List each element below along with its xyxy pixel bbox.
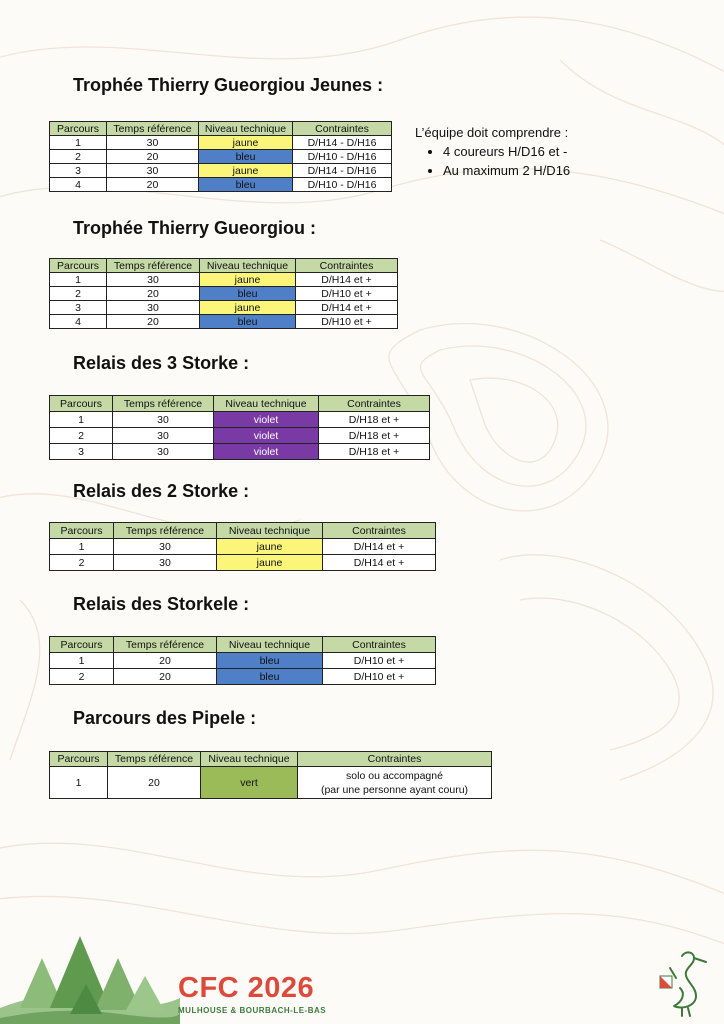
cell-contraintes: D/H18 et +	[319, 428, 430, 444]
cell-contraintes: D/H10 - D/H16	[293, 178, 392, 192]
relay-table	[49, 636, 436, 685]
col-header: Contraintes	[293, 122, 392, 136]
col-header: Parcours	[50, 396, 113, 412]
col-header: Parcours	[50, 523, 114, 539]
relay-table	[49, 121, 392, 192]
col-header: Niveau technique	[217, 523, 323, 539]
section-title: Relais des 3 Storke :	[73, 353, 250, 373]
col-header: Temps référence	[113, 396, 214, 412]
cell-contraintes: D/H14 - D/H16	[293, 136, 392, 150]
cell-parcours: 2	[50, 287, 107, 301]
cell-temps: 20	[107, 150, 199, 164]
col-header: Contraintes	[323, 637, 436, 653]
cell-parcours: 4	[50, 178, 107, 192]
cell-temps: 30	[107, 136, 199, 150]
cell-temps: 20	[107, 287, 200, 301]
cell-temps: 30	[113, 428, 214, 444]
cell-contraintes: D/H10 et +	[323, 669, 436, 685]
cell-contraintes: D/H18 et +	[319, 412, 430, 428]
col-header: Parcours	[50, 752, 108, 767]
table-row	[50, 301, 398, 315]
cell-parcours: 2	[50, 555, 114, 571]
cell-contraintes: D/H10 et +	[296, 287, 398, 301]
cell-niveau: bleu	[200, 287, 296, 301]
section-title: Parcours des Pipele :	[73, 708, 257, 728]
cell-temps: 20	[114, 669, 217, 685]
cell-contraintes: D/H14 - D/H16	[293, 164, 392, 178]
table-row	[50, 444, 430, 460]
table-row	[50, 767, 492, 799]
table-row	[50, 412, 430, 428]
table-row	[50, 273, 398, 287]
section-title: Relais des Storkele :	[73, 594, 250, 614]
forest-illustration	[0, 928, 180, 1024]
cell-parcours: 1	[50, 412, 113, 428]
col-header: Parcours	[50, 122, 107, 136]
col-header: Contraintes	[296, 259, 398, 273]
col-header: Niveau technique	[200, 259, 296, 273]
col-header: Parcours	[50, 637, 114, 653]
cell-temps: 30	[107, 273, 200, 287]
cell-temps: 20	[107, 178, 199, 192]
team-composition-note	[415, 125, 570, 182]
col-header: Niveau technique	[199, 122, 293, 136]
cell-niveau: jaune	[217, 555, 323, 571]
cell-niveau: jaune	[217, 539, 323, 555]
cell-contraintes: D/H10 et +	[296, 315, 398, 329]
cell-niveau: jaune	[199, 164, 293, 178]
cell-parcours: 4	[50, 315, 107, 329]
table-row	[50, 287, 398, 301]
cell-contraintes: D/H14 et +	[323, 555, 436, 571]
cell-niveau: bleu	[199, 150, 293, 164]
col-header: Temps référence	[114, 637, 217, 653]
cell-contraintes	[298, 767, 492, 799]
cell-niveau: jaune	[200, 301, 296, 315]
cell-temps: 20	[108, 767, 201, 799]
col-header: Niveau technique	[217, 637, 323, 653]
relay-table	[49, 258, 398, 329]
col-header: Niveau technique	[214, 396, 319, 412]
stork-icon	[652, 948, 714, 1018]
cell-temps: 30	[107, 164, 199, 178]
relay-table	[49, 395, 430, 460]
table-row	[50, 669, 436, 685]
team-note-item: • 4 coureurs H/D16 et -	[443, 144, 570, 159]
cell-temps: 30	[113, 412, 214, 428]
team-note-item: • Au maximum 2 H/D16	[443, 163, 570, 178]
cell-parcours: 1	[50, 539, 114, 555]
col-header: Temps référence	[108, 752, 201, 767]
table-row	[50, 315, 398, 329]
table-row	[50, 555, 436, 571]
orienteering-flag-icon	[660, 976, 672, 988]
col-header: Temps référence	[107, 122, 199, 136]
col-header: Temps référence	[114, 523, 217, 539]
cell-parcours: 1	[50, 136, 107, 150]
table-row	[50, 653, 436, 669]
cell-temps: 20	[114, 653, 217, 669]
cell-niveau: bleu	[199, 178, 293, 192]
cell-parcours: 2	[50, 669, 114, 685]
team-note-intro: L’équipe doit comprendre :	[415, 125, 569, 140]
cell-parcours: 2	[50, 428, 113, 444]
cell-niveau: violet	[214, 444, 319, 460]
table-row	[50, 136, 392, 150]
cell-niveau: bleu	[217, 669, 323, 685]
col-header: Parcours	[50, 259, 107, 273]
col-header: Contraintes	[298, 752, 492, 767]
cell-niveau: bleu	[200, 315, 296, 329]
cell-niveau: jaune	[200, 273, 296, 287]
table-row	[50, 150, 392, 164]
cell-parcours: 2	[50, 150, 107, 164]
cell-parcours: 1	[50, 767, 108, 799]
cell-contraintes: D/H18 et +	[319, 444, 430, 460]
col-header: Contraintes	[319, 396, 430, 412]
relay-table	[49, 522, 436, 571]
cell-niveau: jaune	[199, 136, 293, 150]
cell-contraintes: D/H14 et +	[323, 539, 436, 555]
col-header: Temps référence	[107, 259, 200, 273]
cell-parcours: 3	[50, 444, 113, 460]
cell-contraintes: D/H14 et +	[296, 301, 398, 315]
cell-niveau: vert	[201, 767, 298, 799]
cell-contraintes: D/H14 et +	[296, 273, 398, 287]
cell-parcours: 3	[50, 164, 107, 178]
cell-temps: 30	[113, 444, 214, 460]
col-header: Niveau technique	[201, 752, 298, 767]
cell-temps: 20	[107, 315, 200, 329]
cell-temps: 30	[107, 301, 200, 315]
relay-table	[49, 751, 492, 799]
logo-subtitle: MULHOUSE & BOURBACH-LE-BAS	[178, 1006, 327, 1015]
cell-temps: 30	[114, 555, 217, 571]
cell-parcours: 3	[50, 301, 107, 315]
table-row	[50, 178, 392, 192]
cell-temps: 30	[114, 539, 217, 555]
logo-title: CFC 2026	[178, 972, 315, 1004]
cell-niveau: violet	[214, 428, 319, 444]
contraintes-line: solo ou accompagné	[346, 769, 443, 782]
table-row	[50, 428, 430, 444]
section-title: Trophée Thierry Gueorgiou :	[73, 218, 317, 238]
cfc-2026-logo	[178, 974, 326, 1015]
contraintes-line: (par une personne ayant couru)	[320, 783, 469, 796]
cell-parcours: 1	[50, 273, 107, 287]
cell-contraintes: D/H10 et +	[323, 653, 436, 669]
cell-contraintes: D/H10 - D/H16	[293, 150, 392, 164]
cell-niveau: violet	[214, 412, 319, 428]
section-title: Relais des 2 Storke :	[73, 481, 250, 501]
table-row	[50, 539, 436, 555]
cell-parcours: 1	[50, 653, 114, 669]
table-row	[50, 164, 392, 178]
section-title: Trophée Thierry Gueorgiou Jeunes :	[73, 75, 384, 95]
col-header: Contraintes	[323, 523, 436, 539]
cell-niveau: bleu	[217, 653, 323, 669]
